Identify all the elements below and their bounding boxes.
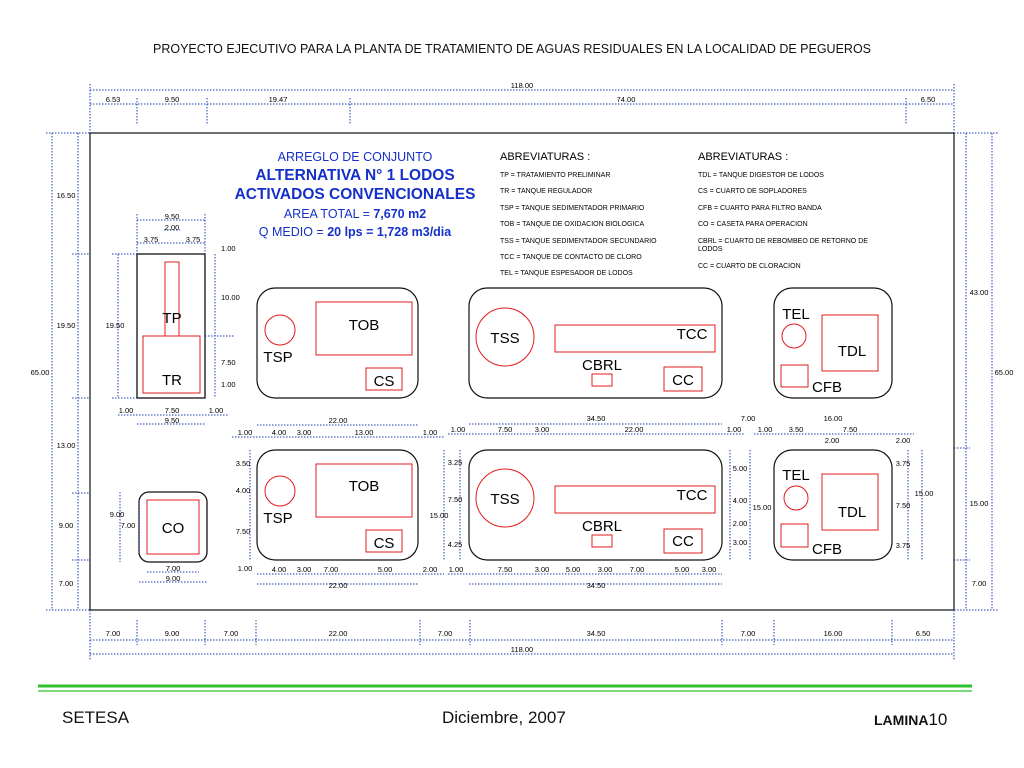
dim-bot: 2.00	[422, 565, 438, 574]
dim-bottom: 22.00	[328, 629, 348, 638]
dim-left: 9.00	[58, 521, 74, 530]
dim-tp: 7.50	[164, 406, 180, 415]
dim-top: 6.50	[920, 95, 936, 104]
dim-mid: 7.00	[740, 414, 756, 423]
dim-bottom: 7.00	[223, 629, 239, 638]
dim-top: 9.50	[164, 95, 180, 104]
dim-bot: 1.00	[448, 565, 464, 574]
label-tcc: TCC	[676, 487, 708, 504]
label-cbrl: CBRL	[581, 357, 623, 374]
bottom-row-dimensions	[257, 565, 722, 590]
dim-bot: 3.00	[534, 565, 550, 574]
abbr-heading-right: ABREVIATURAS :	[698, 151, 789, 163]
module-lower-left	[236, 450, 418, 573]
area-value: 7,670 m2	[373, 207, 427, 221]
dim-mid: 1.00	[726, 425, 742, 434]
dim-tp: 1.00	[208, 406, 224, 415]
dim-mid: 7.50	[497, 425, 513, 434]
dim-tsp-v: 1.00	[237, 564, 253, 573]
module-upper-middle	[469, 288, 722, 398]
dim-left: 16.50	[56, 191, 76, 200]
abbr-item: TSS = TANQUE SEDIMENTADOR SECUNDARIO	[500, 238, 657, 245]
dim-bottom: 7.00	[105, 629, 121, 638]
label-tr: TR	[162, 372, 182, 389]
label-cfb: CFB	[812, 541, 842, 558]
abbr-item: TDL = TANQUE DIGESTOR DE LODOS	[698, 172, 824, 179]
abbr-item: TCC = TANQUE DE CONTACTO DE CLORO	[500, 254, 642, 261]
dim-co: 9.00	[165, 574, 181, 583]
dim-tss-v: 7.50	[447, 495, 463, 504]
dim-mid: 22.00	[624, 425, 644, 434]
dim-tel-v: 15.00	[914, 489, 934, 498]
abbr-item: TR = TANQUE REGULADOR	[500, 188, 593, 195]
abbreviations-right	[698, 151, 868, 270]
title-block	[235, 150, 476, 239]
dim-tsp-v: 7.50	[235, 527, 251, 536]
label-cs: CS	[373, 373, 395, 390]
dim-tp: 19.50	[105, 321, 125, 330]
dim-bottom-total: 118.00	[510, 645, 534, 654]
module-lower-right	[774, 450, 933, 560]
label-tp: TP	[162, 310, 182, 327]
dim-mid: 4.00	[271, 428, 287, 437]
dim-left: 13.00	[56, 441, 76, 450]
dim-mid: 16.00	[823, 414, 843, 423]
dim-top: 74.00	[616, 95, 636, 104]
q-prefix: Q MEDIO =	[258, 225, 328, 239]
area-prefix: AREA TOTAL =	[283, 207, 374, 221]
dim-tsp-v: 4.00	[235, 486, 251, 495]
dim-right: 43.00	[969, 288, 989, 297]
bottom-dimensions	[90, 610, 954, 660]
tp-tr-block	[106, 212, 240, 425]
dim-mid: 7.50	[842, 425, 858, 434]
dim-tcc-v: 2.00	[732, 519, 748, 528]
dim-tcc-v: 15.00	[752, 503, 772, 512]
dim-top: 19.47	[268, 95, 288, 104]
right-dimensions	[954, 133, 1013, 610]
dim-left-outer: 65.00	[30, 368, 50, 377]
label-tdl: TDL	[837, 504, 867, 521]
module-lower-middle	[430, 450, 772, 560]
dim-right: 7.00	[971, 579, 987, 588]
dim-bot: 4.00	[271, 565, 287, 574]
dim-bottom: 7.00	[740, 629, 756, 638]
dim-tp: 3.75	[143, 235, 159, 244]
abbr-item: CO = CASETA PARA OPERACION	[698, 221, 808, 228]
dim-left: 7.00	[58, 579, 74, 588]
dim-co: 9.00	[109, 510, 125, 519]
dim-mid: 3.00	[296, 428, 312, 437]
dim-bot: 7.00	[323, 565, 339, 574]
title-line3: ACTIVADOS CONVENCIONALES	[234, 186, 476, 203]
dim-tp: 7.50	[221, 358, 236, 367]
dim-bot: 5.00	[565, 565, 581, 574]
title-line1: ARREGLO DE CONJUNTO	[277, 150, 433, 164]
footer-company: SETESA	[62, 708, 130, 727]
dim-tp: 1.00	[118, 406, 134, 415]
dim-tss-v: 4.25	[447, 540, 463, 549]
abbr-item: TSP = TANQUE SEDIMENTADOR PRIMARIO	[500, 205, 645, 212]
dim-right: 15.00	[969, 499, 989, 508]
dim-bot: 3.00	[597, 565, 613, 574]
abbr-item: CC = CUARTO DE CLORACION	[698, 263, 801, 270]
dim-tp: 9.50	[164, 212, 180, 221]
page-header: PROYECTO EJECUTIVO PARA LA PLANTA DE TRATAMIENTO DE AGUAS RESIDUALES EN LA LOCALIDAD DE PEGUEROS	[152, 42, 872, 56]
dim-tsp-v: 3.50	[235, 459, 251, 468]
abbr-item: CFB = CUARTO PARA FILTRO BANDA	[698, 205, 822, 212]
label-tob: TOB	[348, 478, 380, 495]
lamina-label: LAMINA	[874, 712, 929, 728]
label-tss: TSS	[490, 491, 520, 508]
dim-mid: 3.00	[534, 425, 550, 434]
q-value: 20 lps = 1,728 m3/dia	[327, 225, 452, 239]
dim-bot: 34.50	[586, 581, 606, 590]
abbr-item: CBRL = CUARTO DE REBOMBEO DE RETORNO DE	[698, 238, 868, 245]
title-line2: ALTERNATIVA N° 1 LODOS	[255, 167, 455, 184]
left-dimensions	[31, 133, 90, 610]
dim-mid: 34.50	[586, 414, 606, 423]
label-tdl: TDL	[837, 343, 867, 360]
dim-tcc-v: 4.00	[732, 496, 748, 505]
lamina-number: 10	[928, 710, 948, 729]
dim-bot: 3.00	[296, 565, 312, 574]
dim-tel-v: 3.75	[895, 459, 911, 468]
dim-bot: 22.00	[328, 581, 348, 590]
footer-lamina	[874, 710, 947, 730]
dim-tcc-v: 3.00	[732, 538, 748, 547]
abbr-item: CS = CUARTO DE SOPLADORES	[698, 188, 807, 195]
dim-bottom: 7.00	[437, 629, 453, 638]
dim-mid: 1.00	[757, 425, 773, 434]
area-total	[284, 207, 426, 221]
dim-tp: 10.00	[221, 293, 240, 302]
label-tel: TEL	[782, 306, 810, 323]
co-block	[110, 492, 207, 583]
dim-bottom: 6.50	[915, 629, 931, 638]
label-tsp: TSP	[263, 349, 293, 366]
dim-left: 19.50	[56, 321, 76, 330]
dim-tss-v: 3.25	[447, 458, 463, 467]
label-cs: CS	[373, 535, 395, 552]
dim-bottom: 9.00	[164, 629, 180, 638]
dim-mid: 1.00	[450, 425, 466, 434]
dim-bottom: 16.00	[823, 629, 843, 638]
dim-tss-v: 15.00	[429, 511, 449, 520]
dim-bot: 7.00	[629, 565, 645, 574]
label-tsp: TSP	[263, 510, 293, 527]
dim-bottom: 34.50	[586, 629, 606, 638]
dim-tp: 1.00	[221, 380, 236, 389]
dim-tel-v: 7.50	[895, 501, 911, 510]
module-upper-right	[774, 288, 892, 398]
abbr-heading-left: ABREVIATURAS :	[500, 151, 591, 163]
dim-top-total: 118.00	[510, 81, 534, 90]
dim-mid: 3.50	[788, 425, 804, 434]
dim-mid: 1.00	[237, 428, 253, 437]
label-cc: CC	[672, 372, 694, 389]
dim-bot: 5.00	[674, 565, 690, 574]
dim-tp: 1.00	[221, 244, 236, 253]
label-tss: TSS	[490, 330, 520, 347]
dim-tp: 9.50	[164, 416, 180, 425]
dim-tp: 2.00	[164, 223, 180, 232]
label-tob: TOB	[348, 317, 380, 334]
dim-bot: 7.50	[497, 565, 513, 574]
q-medio	[259, 225, 453, 239]
label-tcc: TCC	[676, 326, 708, 343]
dim-mid: 1.00	[422, 428, 438, 437]
mid-row-dimensions	[232, 414, 914, 445]
module-upper-left	[257, 288, 418, 398]
abbr-item: TOB = TANQUE DE OXIDACION BIOLOGICA	[500, 221, 645, 228]
abbr-item: TP = TRATAMIENTO PRELIMINAR	[500, 172, 611, 179]
dim-top: 6.53	[105, 95, 121, 104]
top-dimensions	[90, 81, 954, 133]
dim-tp: 3.75	[185, 235, 201, 244]
footer-date: Diciembre, 2007	[442, 708, 566, 727]
dim-tcc-v: 5.00	[732, 464, 748, 473]
dim-co: 7.00	[165, 564, 181, 573]
dim-mid: 2.00	[824, 436, 840, 445]
dim-co: 7.00	[120, 521, 136, 530]
label-cbrl: CBRL	[581, 518, 623, 535]
dim-mid: 22.00	[328, 416, 348, 425]
dim-mid: 2.00	[895, 436, 911, 445]
abbr-item: TEL = TANQUE ESPESADOR DE LODOS	[500, 270, 633, 277]
abbreviations-left	[500, 151, 657, 277]
dim-tel-v: 3.75	[895, 541, 911, 550]
dim-bot: 5.00	[377, 565, 393, 574]
label-cfb: CFB	[812, 379, 842, 396]
dim-bot: 3.00	[701, 565, 717, 574]
dim-right-outer: 65.00	[994, 368, 1014, 377]
label-co: CO	[161, 520, 185, 537]
label-cc: CC	[672, 533, 694, 550]
dim-mid: 13.00	[354, 428, 374, 437]
label-tel: TEL	[782, 467, 810, 484]
abbr-item: LODOS	[698, 246, 723, 253]
